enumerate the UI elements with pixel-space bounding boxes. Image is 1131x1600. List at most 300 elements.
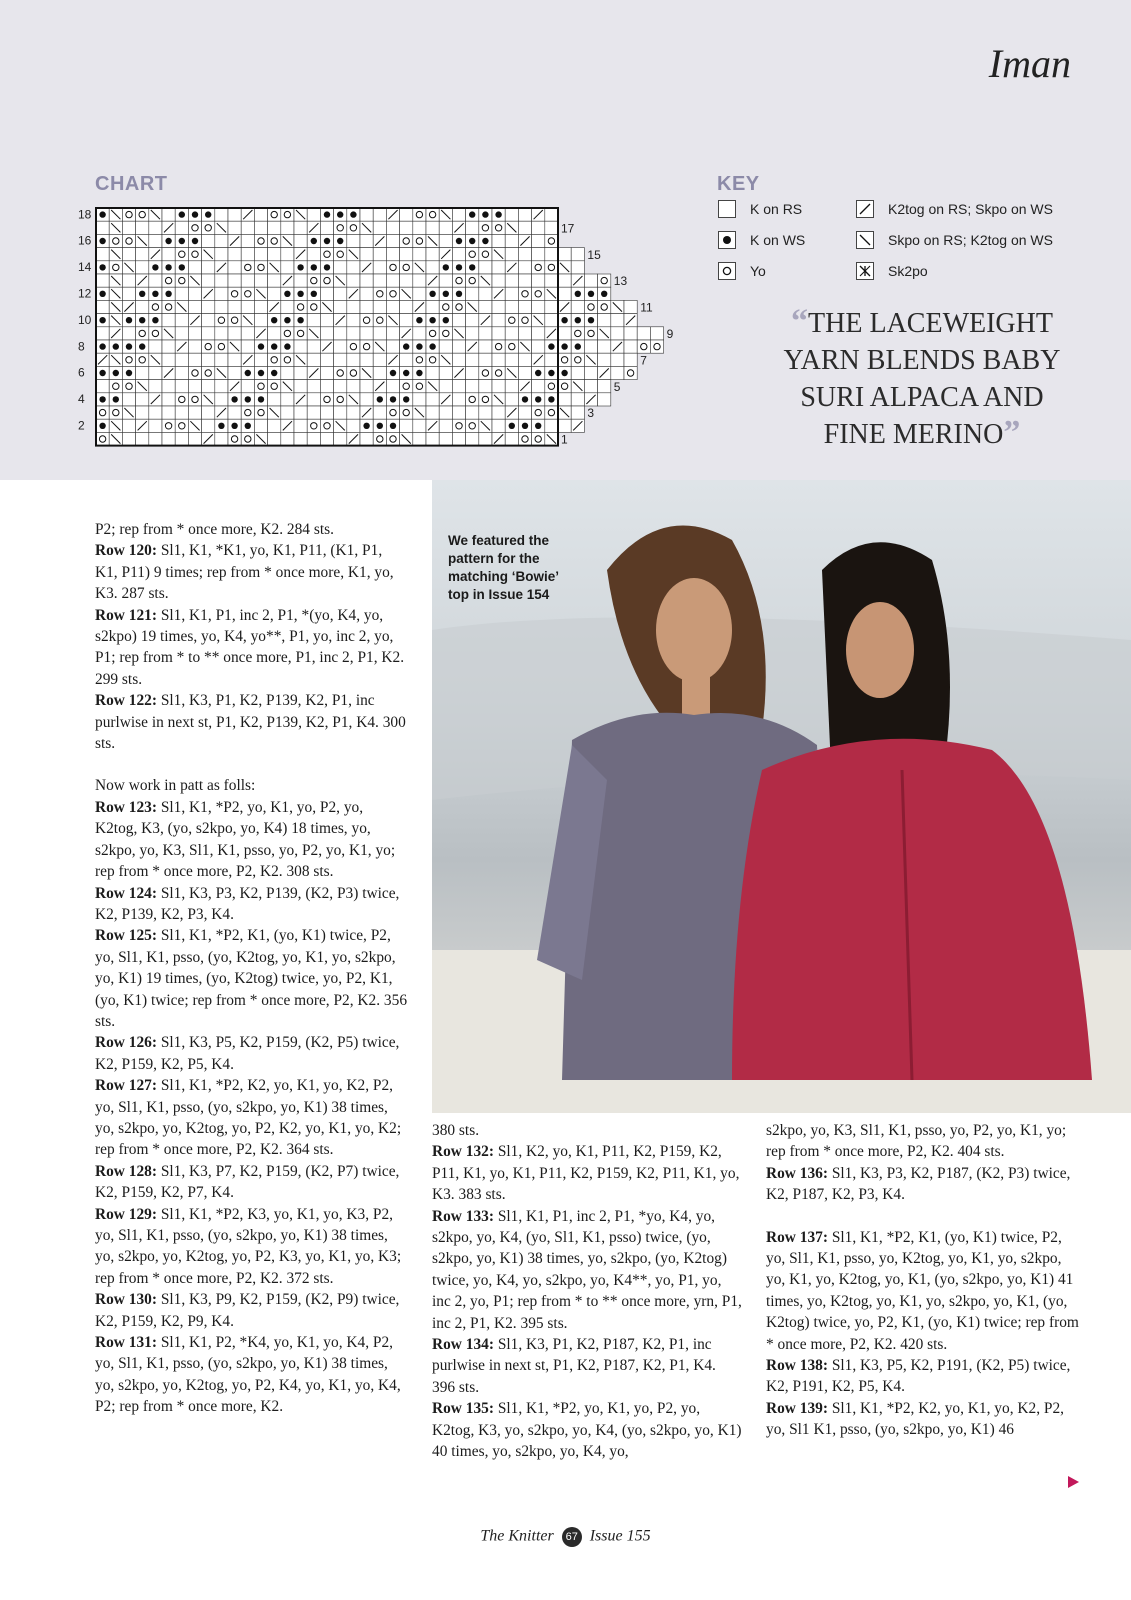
knit-ws-dot	[126, 370, 132, 376]
chart-cell	[571, 327, 584, 340]
chart-heading: CHART	[95, 173, 168, 195]
key-label: K on WS	[750, 232, 806, 248]
chart-cell	[624, 353, 637, 366]
chart-cell	[96, 221, 109, 234]
chart-cell	[202, 221, 215, 234]
chart-cell	[386, 248, 399, 261]
chart-cell	[294, 419, 307, 432]
chart-cell	[413, 393, 426, 406]
chart-cell	[400, 353, 413, 366]
chart-cell	[558, 353, 571, 366]
chart-cell	[228, 432, 241, 445]
knit-ws-dot	[429, 343, 435, 349]
slash-right-icon	[856, 200, 874, 218]
chart-cell	[584, 300, 597, 313]
circle-icon	[718, 262, 736, 280]
chart-cell	[360, 287, 373, 300]
chart-cell	[373, 327, 386, 340]
chart-cell	[558, 393, 571, 406]
knit-ws-dot	[403, 370, 409, 376]
chart-cell	[228, 287, 241, 300]
chart-cell	[136, 366, 149, 379]
chart-cell	[347, 234, 360, 247]
chart-cell	[505, 208, 518, 221]
knit-ws-dot	[258, 396, 264, 402]
row-text: Sl1, K3, P5, K2, P191, (K2, P5) twice, K2, P191, K2, P5, K4.	[766, 1357, 1071, 1396]
chart-cell	[571, 393, 584, 406]
chart-cell	[439, 406, 452, 419]
chart-cell	[492, 366, 505, 379]
chart-cell	[334, 353, 347, 366]
chart-cell	[188, 248, 201, 261]
knit-ws-dot	[601, 291, 607, 297]
chart-cell	[149, 419, 162, 432]
chart-cell	[175, 419, 188, 432]
chart-cell	[347, 314, 360, 327]
chart-cell	[347, 380, 360, 393]
key-item	[856, 231, 1053, 249]
chart-cell	[294, 432, 307, 445]
pattern-row	[95, 883, 407, 926]
chart-cell	[188, 380, 201, 393]
pull-quote	[752, 305, 1092, 453]
chart-cell	[571, 261, 584, 274]
chart-cell	[505, 340, 518, 353]
chart-cell	[294, 380, 307, 393]
chart-cell	[96, 248, 109, 261]
knit-ws-dot	[548, 343, 554, 349]
knit-ws-dot	[126, 343, 132, 349]
chart-cell	[466, 287, 479, 300]
chart-cell	[545, 208, 558, 221]
chart-cell	[202, 327, 215, 340]
chart-cell	[439, 419, 452, 432]
chart-cell	[518, 248, 531, 261]
chart-cell	[228, 248, 241, 261]
chart-cell	[545, 261, 558, 274]
chart-cell	[439, 366, 452, 379]
chart-cell	[400, 208, 413, 221]
chart-cell	[294, 234, 307, 247]
chart-cell	[215, 300, 228, 313]
knit-ws-dot	[456, 291, 462, 297]
filled-dot-icon	[718, 231, 736, 249]
chart-cell	[175, 274, 188, 287]
row-text: Sl1, K3, P1, K2, P139, K2, P1, inc purlwise in next st, P1, K2, P139, K2, P1, K4. 300 sts.	[95, 692, 406, 753]
chart-cell	[320, 432, 333, 445]
chart-cell	[505, 353, 518, 366]
chart-cell	[162, 380, 175, 393]
chart-cell	[241, 300, 254, 313]
pattern-row	[95, 797, 407, 883]
chart-cell	[492, 274, 505, 287]
row-label: Row 136:	[766, 1164, 828, 1182]
chart-cell	[122, 274, 135, 287]
photo-caption: We featured the pattern for the matching ‘Bowie’ top in Issue 154	[448, 533, 559, 602]
chart-cell	[373, 261, 386, 274]
chart-cell	[584, 327, 597, 340]
chart-cell	[505, 274, 518, 287]
knit-ws-dot	[377, 423, 383, 429]
chart-cell	[215, 248, 228, 261]
chart-cell	[466, 353, 479, 366]
row-label: Row 139:	[766, 1399, 828, 1417]
chart-cell	[334, 261, 347, 274]
chart-cell	[320, 366, 333, 379]
chart-cell	[334, 221, 347, 234]
model-photo	[432, 480, 1131, 1113]
chart-cell	[228, 300, 241, 313]
chart-cell	[175, 353, 188, 366]
chart-cell	[505, 327, 518, 340]
row-label-left: 2	[78, 418, 85, 433]
chart-cell	[584, 366, 597, 379]
chart-cell	[175, 248, 188, 261]
chart-cell	[373, 208, 386, 221]
chart-cell	[228, 221, 241, 234]
chart-cell	[149, 340, 162, 353]
chart-cell	[294, 221, 307, 234]
row-label-left: 16	[78, 233, 92, 248]
chart-cell	[413, 432, 426, 445]
chart-cell	[611, 314, 624, 327]
row-label-right: 7	[640, 353, 647, 368]
knit-ws-dot	[245, 396, 251, 402]
row-label: Row 121:	[95, 606, 157, 624]
row-label-right: 9	[666, 327, 674, 342]
chart-cell	[109, 261, 122, 274]
knit-ws-dot	[390, 396, 396, 402]
chart-cell	[479, 380, 492, 393]
text-column-3	[766, 1120, 1084, 1441]
chart-cell	[439, 327, 452, 340]
chart-cell	[360, 432, 373, 445]
chart-cell	[215, 353, 228, 366]
magazine-name: The Knitter	[480, 1527, 554, 1545]
knit-ws-dot	[311, 238, 317, 244]
chart-cell	[373, 432, 386, 445]
knit-ws-dot	[245, 423, 251, 429]
chart-cell	[360, 314, 373, 327]
chart-cell	[373, 300, 386, 313]
knit-ws-dot	[522, 423, 528, 429]
row-text: Sl1, K1, *P2, K1, (yo, K1) twice, P2, yo, Sl1, K1, psso, (yo, K2tog, yo, K1, yo, s2kpo, yo, K1) 19 times, (yo, K2tog) twice, yo, P2, K1, (yo, K1) twice; rep from * once more, P2, K2. 356 sts.	[95, 927, 408, 1030]
chart-cell	[254, 314, 267, 327]
row-label-left: 10	[78, 312, 92, 327]
chart-cell	[254, 261, 267, 274]
chart-cell	[426, 248, 439, 261]
chart-cell	[122, 432, 135, 445]
knit-ws-dot	[297, 264, 303, 270]
text-column-1	[95, 519, 407, 1418]
chart-cell	[479, 327, 492, 340]
chart-cell	[294, 274, 307, 287]
chart-cell	[307, 248, 320, 261]
chart-cell	[307, 393, 320, 406]
knit-ws-dot	[575, 291, 581, 297]
chart-cell	[149, 366, 162, 379]
row-label: Row 137:	[766, 1228, 828, 1246]
page-number: 67	[562, 1527, 582, 1547]
chart-cell	[162, 432, 175, 445]
knit-ws-dot	[192, 211, 198, 217]
knit-ws-dot	[469, 211, 475, 217]
chart-cell	[532, 261, 545, 274]
row-text: Sl1, K3, P3, K2, P187, (K2, P3) twice, K2, P187, K2, P3, K4.	[766, 1164, 1071, 1204]
key-label: Skpo on RS; K2tog on WS	[888, 232, 1053, 248]
row-label: Row 129:	[95, 1205, 157, 1223]
chart-cell	[373, 353, 386, 366]
chart-cell	[532, 300, 545, 313]
chart-cell	[228, 366, 241, 379]
chart-cell	[492, 327, 505, 340]
chart-cell	[492, 406, 505, 419]
open-quote-mark: “	[791, 303, 809, 340]
chart-cell	[96, 327, 109, 340]
chart-cell	[532, 221, 545, 234]
row-label: Row 134:	[432, 1336, 494, 1354]
pattern-row	[95, 1075, 407, 1161]
knit-ws-dot	[258, 370, 264, 376]
chart-cell	[281, 208, 294, 221]
chart-cell	[347, 340, 360, 353]
chart-cell	[492, 340, 505, 353]
knit-ws-dot	[535, 396, 541, 402]
knit-ws-dot	[99, 264, 105, 270]
chart-cell	[202, 380, 215, 393]
knit-ws-dot	[390, 423, 396, 429]
chart-cell	[545, 248, 558, 261]
chart-cell	[373, 274, 386, 287]
pattern-row	[95, 1332, 407, 1418]
knit-ws-dot	[284, 343, 290, 349]
knit-ws-dot	[284, 291, 290, 297]
row-label: Row 125:	[95, 927, 157, 945]
chart-cell	[492, 419, 505, 432]
chart-cell	[109, 234, 122, 247]
chart-cell	[136, 300, 149, 313]
sk2po-icon	[856, 262, 874, 280]
chart-cell	[386, 274, 399, 287]
chart-cell	[162, 300, 175, 313]
chart-cell	[162, 419, 175, 432]
chart-cell	[254, 419, 267, 432]
row-label: Row 122:	[95, 692, 157, 710]
chart-cell	[281, 261, 294, 274]
chart-cell	[426, 432, 439, 445]
key-item	[718, 262, 766, 280]
chart-cell	[598, 300, 611, 313]
quote-line: YARN BLENDS BABY	[783, 345, 1061, 376]
chart-cell	[149, 406, 162, 419]
chart-cell	[241, 274, 254, 287]
chart-cell	[624, 300, 637, 313]
row-text: Sl1, K1, P2, *K4, yo, K1, yo, K4, P2, yo, Sl1, K1, psso, (yo, s2kpo, yo, K1) 38 times, yo, s2kpo, yo, K2tog, yo, P2, K4, yo, K1, yo, K4, P2; rep from * once more, K2.	[95, 1334, 401, 1416]
chart-cell	[360, 248, 373, 261]
chart-cell	[479, 300, 492, 313]
row-label: Row 135:	[432, 1400, 494, 1418]
chart-cell	[650, 327, 663, 340]
knit-ws-dot	[139, 291, 145, 297]
knit-ws-dot	[456, 264, 462, 270]
chart-cell	[307, 274, 320, 287]
chart-cell	[162, 353, 175, 366]
chart-cell	[188, 432, 201, 445]
chart-cell	[149, 221, 162, 234]
chart-cell	[215, 208, 228, 221]
chart-cell	[479, 393, 492, 406]
chart-cell	[426, 300, 439, 313]
chart-cell	[215, 314, 228, 327]
knit-ws-dot	[99, 343, 105, 349]
chart-cell	[373, 221, 386, 234]
chart-cell	[281, 300, 294, 313]
chart-cell	[281, 393, 294, 406]
knit-ws-dot	[324, 211, 330, 217]
chart-cell	[334, 327, 347, 340]
chart-cell	[505, 287, 518, 300]
chart-cell	[571, 406, 584, 419]
knit-ws-dot	[416, 343, 422, 349]
chart-cell	[122, 393, 135, 406]
chart-cell	[136, 353, 149, 366]
knit-ws-dot	[218, 423, 224, 429]
quote-line: THE LACEWEIGHT	[808, 308, 1053, 339]
chart-cell	[479, 248, 492, 261]
chart-cell	[479, 261, 492, 274]
chart-cell	[532, 432, 545, 445]
chart-cell	[188, 287, 201, 300]
pattern-row	[766, 1163, 1084, 1206]
knit-ws-dot	[152, 317, 158, 323]
chart-cell	[426, 327, 439, 340]
chart-cell	[360, 208, 373, 221]
chart-cell	[479, 406, 492, 419]
chart-cell	[202, 274, 215, 287]
chart-cell	[122, 353, 135, 366]
chart-cell	[281, 432, 294, 445]
chart-cell	[426, 208, 439, 221]
row-text: Sl1, K3, P3, K2, P139, (K2, P3) twice, K2, P139, K2, P3, K4.	[95, 884, 400, 923]
chart-cell	[360, 353, 373, 366]
pattern-row	[432, 1398, 742, 1462]
chart-cell	[215, 287, 228, 300]
knit-ws-dot	[482, 238, 488, 244]
chart-cell	[175, 406, 188, 419]
paragraph: 380 sts.	[432, 1122, 480, 1139]
knit-ws-dot	[548, 370, 554, 376]
knit-ws-dot	[429, 291, 435, 297]
chart-cell	[505, 393, 518, 406]
row-label-left: 4	[78, 392, 85, 407]
chart-cell	[532, 287, 545, 300]
chart-cell	[492, 300, 505, 313]
chart-cell	[466, 274, 479, 287]
chart-cell	[268, 327, 281, 340]
chart-cell	[479, 221, 492, 234]
chart-cell	[452, 340, 465, 353]
key-item	[718, 231, 805, 249]
chart-cell	[268, 248, 281, 261]
paragraph: Now work in patt as folls:	[95, 777, 256, 795]
chart-cell	[452, 419, 465, 432]
chart-cell	[268, 208, 281, 221]
chart-cell	[532, 406, 545, 419]
knit-ws-dot	[99, 238, 105, 244]
chart-cell	[202, 300, 215, 313]
knit-ws-dot	[416, 370, 422, 376]
knit-ws-dot	[205, 211, 211, 217]
chart-cell	[215, 234, 228, 247]
chart-cell	[241, 380, 254, 393]
chart-cell	[254, 221, 267, 234]
knit-ws-dot	[363, 423, 369, 429]
issue-number: Issue 155	[589, 1527, 651, 1545]
pattern-row	[766, 1398, 1084, 1441]
chart-cell	[281, 221, 294, 234]
chart-cell	[439, 221, 452, 234]
chart-cell	[162, 314, 175, 327]
chart-cell	[452, 248, 465, 261]
chart-cell	[360, 234, 373, 247]
knit-ws-dot	[469, 264, 475, 270]
chart-cell	[202, 261, 215, 274]
chart-cell	[254, 300, 267, 313]
page-footer	[0, 1527, 1131, 1547]
chart-cell	[505, 248, 518, 261]
chart-cell	[505, 300, 518, 313]
chart-cell	[584, 274, 597, 287]
chart-cell	[518, 314, 531, 327]
knit-ws-dot	[113, 343, 119, 349]
row-label-right: 5	[613, 379, 621, 394]
row-label: Row 138:	[766, 1357, 828, 1375]
chart-cell	[466, 366, 479, 379]
row-text: Sl1, K3, P9, K2, P159, (K2, P9) twice, K2, P159, K2, P9, K4.	[95, 1291, 400, 1330]
row-text: Sl1, K1, *K1, yo, K1, P11, (K1, P1, K1, P11) 9 times; rep from * once more, K1, yo, K3. 287 sts.	[95, 542, 394, 603]
chart-cell	[268, 432, 281, 445]
knit-ws-dot	[575, 317, 581, 323]
chart-cell	[202, 366, 215, 379]
chart-cell	[426, 221, 439, 234]
chart-cell	[373, 248, 386, 261]
chart-cell	[452, 274, 465, 287]
knit-ws-dot	[588, 317, 594, 323]
chart-cell	[162, 393, 175, 406]
pattern-row	[95, 1289, 407, 1332]
chart-cell	[149, 380, 162, 393]
chart-cell	[479, 353, 492, 366]
chart-cell	[175, 380, 188, 393]
chart-cell	[439, 432, 452, 445]
chart-cell	[571, 300, 584, 313]
chart-cell	[479, 287, 492, 300]
row-label: Row 126:	[95, 1034, 157, 1052]
chart-cell	[334, 432, 347, 445]
pattern-row	[766, 1227, 1084, 1355]
chart-cell	[479, 340, 492, 353]
chart-cell	[347, 221, 360, 234]
chart-cell	[598, 380, 611, 393]
knit-ws-dot	[99, 423, 105, 429]
chart-cell	[149, 274, 162, 287]
chart-cell	[241, 221, 254, 234]
knit-ws-dot	[588, 291, 594, 297]
chart-cell	[598, 353, 611, 366]
chart-cell	[347, 327, 360, 340]
chart-cell	[373, 287, 386, 300]
chart-cell	[122, 248, 135, 261]
